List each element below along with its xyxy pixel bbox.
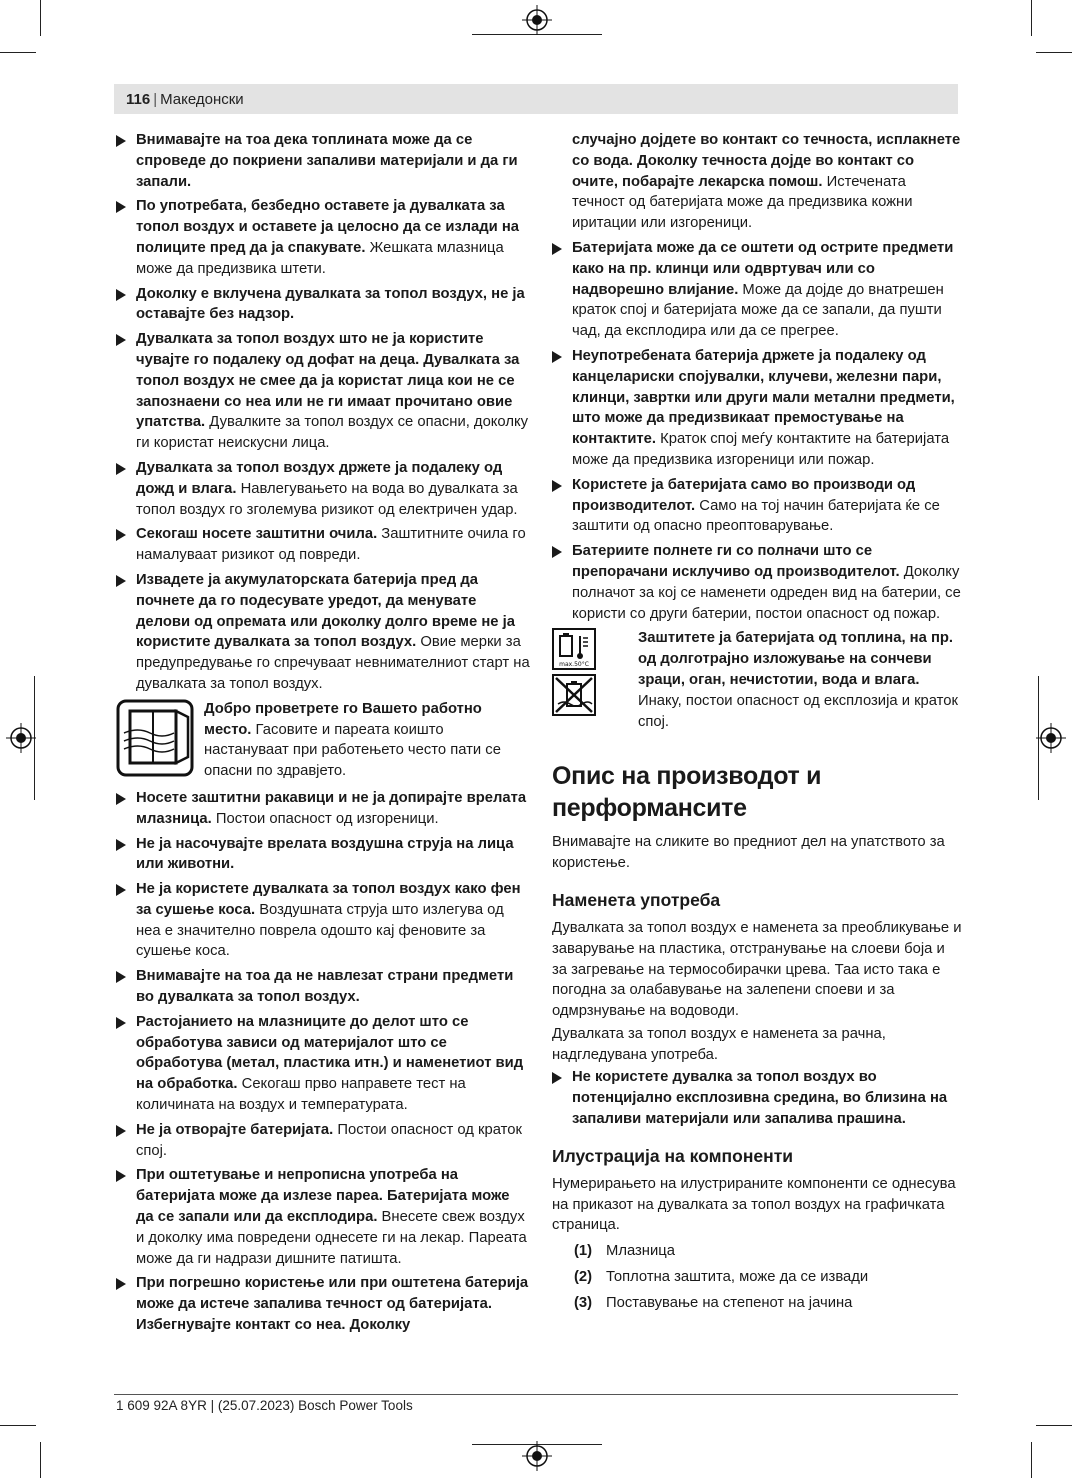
- header-separator: |: [153, 90, 158, 108]
- component-item: [574, 1266, 962, 1288]
- bullet-arrow-icon: [552, 351, 562, 363]
- crop-mark-top-right-h: [1036, 52, 1072, 53]
- bullet-text: Дувалките за топол воздух се опасни, доколку ги користат неискусни лица.: [136, 414, 529, 452]
- bullet-text: Постои опасност од изгореници.: [211, 810, 439, 827]
- footer-text: 1 609 92A 8YR | (25.07.2023) Bosch Power Tools: [116, 1398, 413, 1413]
- crop-mark-bottom-right-h: [1036, 1425, 1072, 1426]
- bullet-bold-text: Не ја отворајте батеријата.: [136, 1121, 334, 1138]
- left-column: [116, 130, 530, 1340]
- intended-use-title: Наменета употреба: [552, 889, 721, 910]
- bullet-arrow-icon: [116, 575, 126, 587]
- bullet-text: Истечената течност од батеријата може да предизвика кожни иритации или изгореници.: [572, 173, 913, 232]
- bullet-bold-text: Не ја насочувајте врелата воздушна струја на лица или животни.: [136, 835, 514, 873]
- bullet-text: Може да дојде до внатрешен краток спој и батеријата може да се запали, да пушти чад, да експлодира или да се прегрее.: [572, 281, 944, 340]
- crop-mark-top-left-v: [40, 0, 41, 36]
- ventilation-text: [204, 699, 530, 782]
- bullet-bold-text: Извадете ја акумулаторската батерија пред да почнете да го подесувате уредот, да менувате делови од опремата или доколку долго време не ја користите дувалката за топол воздух.: [136, 571, 515, 651]
- bullet-bold-text: Не ја користете дувалката за топол воздух како фен за сушење коса.: [136, 881, 521, 918]
- list-item: [116, 879, 530, 962]
- list-item: [552, 238, 962, 342]
- heat-protection-normal-text: Инаку, постои опасност од експлозија и краток спој.: [638, 692, 958, 730]
- bullet-bold-text: Секогаш носете заштитни очила.: [136, 526, 378, 543]
- list-item: [116, 788, 530, 830]
- bullet-bold-text: Батеријата може да се оштети од острите предмети како на пр. клинци или одвртувач или со надворешно влијание.: [572, 239, 954, 298]
- bullet-text: Доколку полначот за кој се наменети одреден вид на батерии, се користи со други батерии, постои опасност од пожар.: [572, 563, 961, 622]
- bullet-text: Внесете свеж воздух и доколку има повредени однесете ги на лекар. Пареата може да ги надрази дишните патишта.: [136, 1209, 527, 1267]
- list-item: [552, 541, 962, 624]
- battery-heat-icon: [552, 628, 596, 670]
- footer-divider: [114, 1394, 958, 1395]
- list-item: [116, 329, 530, 454]
- heat-protection-bold-text: Заштитете ја батеријата од топлина, на пр. од долготрајно изложување на сончеви зраци, оган, нечистотии, вода и влага.: [638, 630, 954, 688]
- components-intro: Нумерирањето на илустрираните компоненти се однесува на приказот на дувалката за топол воздух на графичката страница.: [552, 1175, 956, 1234]
- crop-mark-top-right-v: [1031, 0, 1032, 36]
- page-number: 116: [126, 90, 151, 108]
- list-item: [116, 284, 530, 326]
- bullet-bold-text: При оштетување и непрописна употреба на батеријата може да излезе пареа. Батеријата може да се запали или да експлодира.: [136, 1167, 510, 1226]
- component-item: [574, 1292, 962, 1314]
- component-label: Млазница: [606, 1243, 675, 1260]
- list-item-continuation: [552, 130, 962, 234]
- bullet-text: Секогаш прво направете тест на количината на воздух и температурата.: [136, 1076, 466, 1114]
- bullet-bold-text: Дувалката за топол воздух држете ја подалеку од дожд и влага.: [136, 459, 503, 497]
- bullet-bold-text: Носете заштитни ракавици и не ја допирајте врелата млазница.: [136, 789, 527, 827]
- bullet-arrow-icon: [552, 480, 562, 492]
- bullet-bold-text: Не користете дувалка за топол воздух во потенцијално експлозивна средина, во близина на запаливи материјали или запалива прашина.: [572, 1069, 948, 1128]
- bullet-text: Само на тој начин батеријата ќе се заштити од опасно преоптоварување.: [572, 497, 940, 535]
- list-item: [116, 570, 530, 695]
- bullet-arrow-icon: [116, 1017, 126, 1029]
- bullet-text: Краток спој меѓу контактите на батеријата може да предизвика изгореници или пожар.: [572, 431, 950, 468]
- bullet-arrow-icon: [116, 463, 126, 475]
- bullet-arrow-icon: [116, 1170, 126, 1182]
- registration-mark-icon: [6, 723, 36, 753]
- component-number: (2): [574, 1269, 593, 1286]
- bullet-arrow-icon: [552, 1072, 562, 1084]
- registration-mark-icon: [522, 1441, 552, 1471]
- component-label: Топлотна заштита, може да се извади: [606, 1269, 869, 1286]
- ventilation-bold-text: Добро проветрете го Вашето работно место.: [204, 700, 482, 738]
- section-title: Опис на производот и перформансите: [552, 762, 822, 823]
- list-item: [116, 1165, 530, 1269]
- bullet-bold-text: Растојанието на млазниците до делот што се обработува зависи од материјалот што се обработува (метал, пластика итн.) и наменетиот вид на обработка.: [136, 1013, 524, 1093]
- ventilation-normal-text: Гасовите и пареата коишто настануваат при работењето често пати се опасни по здравјето.: [204, 721, 501, 780]
- list-item: [116, 524, 530, 566]
- bullet-arrow-icon: [116, 839, 126, 851]
- registration-mark-icon: [1036, 723, 1066, 753]
- components-title: Илустрација на компоненти: [552, 1145, 794, 1166]
- crop-mark-bottom-left-h: [0, 1425, 36, 1426]
- right-column: [552, 130, 962, 1318]
- component-number: (1): [574, 1243, 593, 1260]
- component-number: (3): [574, 1295, 593, 1312]
- svg-text:max.50°C: max.50°C: [559, 661, 589, 669]
- bullet-text: Заштитните очила го намалуваат ризикот од повреди.: [136, 526, 526, 564]
- list-item: [552, 1067, 962, 1129]
- list-item: [552, 475, 962, 537]
- crop-mark-bottom-left-v: [40, 1442, 41, 1478]
- bullet-arrow-icon: [116, 1125, 126, 1137]
- bullet-text: Навлегувањето на вода во дувалката за топол воздух го зголемува ризикот од електричен удар.: [136, 480, 518, 518]
- bullet-arrow-icon: [116, 529, 126, 541]
- bullet-bold-text: Доколку е вклучена дувалката за топол воздух, не ја оставајте без надзор.: [136, 285, 525, 323]
- list-item: [116, 1120, 530, 1162]
- ventilation-icon: [116, 699, 196, 779]
- ventilation-notice: [116, 699, 530, 782]
- list-item: [116, 966, 530, 1008]
- header-language: Македонски: [160, 90, 244, 108]
- bullet-arrow-icon: [116, 884, 126, 896]
- bullet-bold-text: Батериите полнете ги со полначи што се препорачани исклучиво од производителот.: [572, 543, 900, 580]
- page-header: [114, 84, 958, 114]
- bullet-bold-text: Внимавајте на тоа да не навлезат страни предмети во дувалката за топол воздух.: [136, 968, 514, 1006]
- list-item: [116, 458, 530, 520]
- bullet-arrow-icon: [116, 135, 126, 147]
- list-item: [116, 1273, 530, 1335]
- registration-mark-icon: [522, 5, 552, 35]
- heat-protection-text: [638, 628, 962, 732]
- battery-warning-icons: [552, 628, 630, 732]
- bullet-arrow-icon: [116, 971, 126, 983]
- component-item: [574, 1240, 962, 1262]
- bullet-text: Воздушната струја што излегува од неа е значително поврела одошто кај феновите за сушење коса.: [136, 901, 504, 960]
- intended-use-paragraph: Дувалката за топол воздух е наменета за преобликување и заварување на пластика, отстранување на слоеви боја и за загревање на термособирачки црева. Таа исто така е погодна за олабавување на залепени споеви и за одмрзнување на водоводи.: [552, 919, 962, 1020]
- battery-no-water-icon: [552, 674, 596, 716]
- bullet-arrow-icon: [552, 243, 562, 255]
- bullet-bold-text: Неупотребената батерија држете ја подалеку од канцелариски спојувалки, клучеви, железни пари, клинци, завртки или други мали метални предмети, што може да предизвикаат премостување на контактите.: [572, 347, 955, 448]
- bullet-arrow-icon: [116, 793, 126, 805]
- bullet-arrow-icon: [552, 546, 562, 558]
- list-item: [116, 1012, 530, 1116]
- list-item: [116, 130, 530, 192]
- list-item: [552, 346, 962, 471]
- bullet-bold-text: При погрешно користење или при оштетена батерија може да истече запалива течност од батеријата. Избегнувајте контакт со неа. Доколку: [136, 1275, 529, 1334]
- component-label: Поставување на степенот на јачина: [606, 1295, 853, 1312]
- section-intro: Внимавајте на сликите во предниот дел на упатството за користење.: [552, 834, 945, 872]
- list-item: [116, 834, 530, 876]
- bullet-arrow-icon: [116, 289, 126, 301]
- bullet-text: Овие мерки за предупредување го спречуваат невнимателниот старт на дувалката за топол воздух.: [136, 634, 530, 692]
- bullet-arrow-icon: [116, 334, 126, 346]
- intended-use-paragraph: Дувалката за топол воздух е наменета за рачна, надгледувана употреба.: [552, 1025, 886, 1063]
- heat-protection-notice: [552, 628, 962, 732]
- bullet-bold-text: Користете ја батеријата само во производи од производителот.: [572, 476, 916, 514]
- crop-mark-top-left-h: [0, 52, 36, 53]
- bullet-bold-text: случајно дојдете во контакт со течноста, исплакнете со вода. Доколку течноста дојде во контакт со очите, побарајте лекарска помош.: [572, 132, 961, 190]
- bullet-arrow-icon: [116, 201, 126, 213]
- bullet-bold-text: По употребата, безбедно оставете ја дувалката за топол воздух и оставете ја целосно да се излади на полиците пред да ја спакувате.: [136, 198, 520, 256]
- bullet-text: Постои опасност од краток спој.: [136, 1121, 522, 1159]
- crop-mark-bottom-right-v: [1031, 1442, 1032, 1478]
- bullet-bold-text: Дувалката за топол воздух што не ја користите чувајте го подалеку од дофат на деца. Дувалката за топол воздух не смее да ја користат лица кои не се запознаени со неа или не ги имаат прочитано овие упатства.: [136, 331, 520, 431]
- list-item: [116, 196, 530, 279]
- bullet-text: Жешката млазница може да предизвика штети.: [136, 239, 504, 277]
- bullet-arrow-icon: [116, 1278, 126, 1290]
- bullet-bold-text: Внимавајте на тоа дека топлината може да се спроведе до покриени запаливи материјали и да ги запали.: [136, 132, 518, 190]
